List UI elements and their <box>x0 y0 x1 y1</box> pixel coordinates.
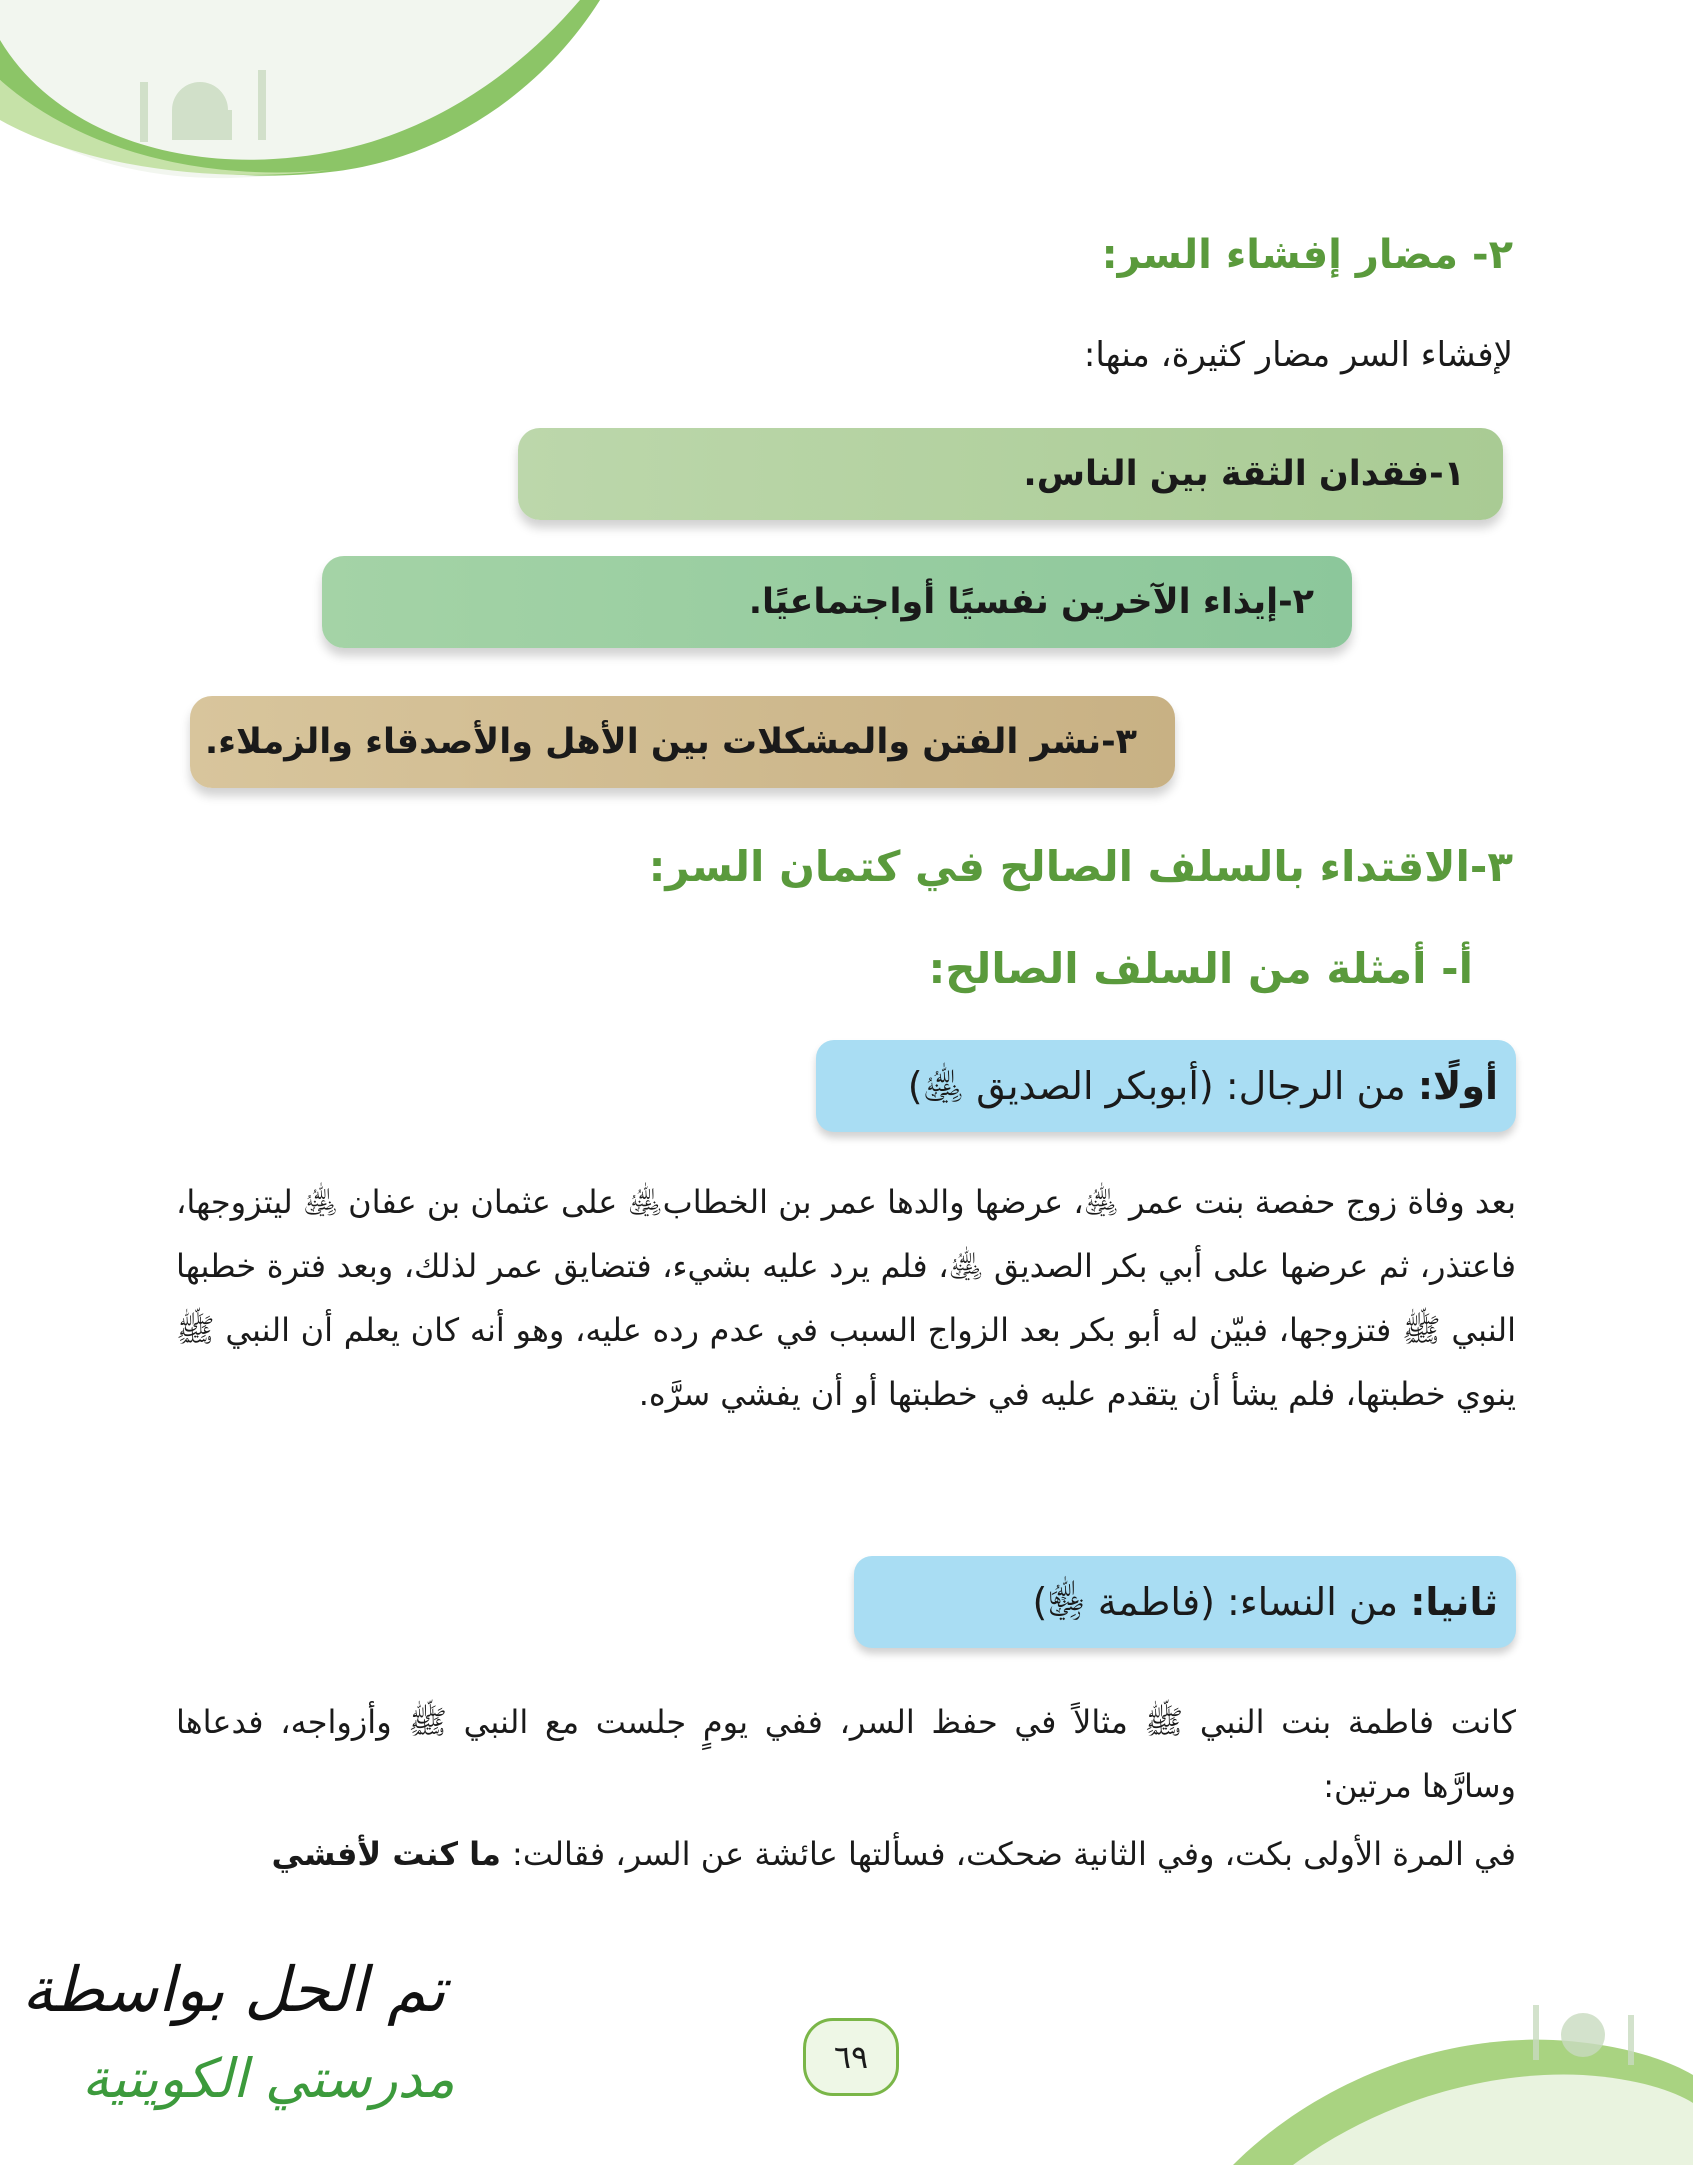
section-3-subheading: أ- أمثلة من السلف الصالح: <box>928 944 1473 993</box>
harm-item-3: ٣-نشر الفتن والمشكلات بين الأهل والأصدقاء والزملاء. <box>190 696 1175 788</box>
solution-signature <box>22 1945 522 2145</box>
top-decoration <box>0 0 600 190</box>
page-number: ٦٩ <box>803 2018 899 2096</box>
men-label: أولًا: <box>1417 1064 1498 1108</box>
men-title: من الرجال: (أبوبكر الصديق ﵁) <box>907 1064 1418 1108</box>
section-2-heading: ٢- مضار إفشاء السر: <box>1101 232 1513 278</box>
men-example-heading <box>816 1040 1516 1132</box>
women-example-heading <box>854 1556 1516 1648</box>
men-story-paragraph: بعد وفاة زوج حفصة بنت عمر ﵁، عرضها والدها عمر بن الخطاب﵁ على عثمان بن عفان ﵁ ليتزوجها، فاعتذر، ثم عرضها على أبي بكر الصديق ﵁، فلم يرد عليه بشيء، فتضايق عمر لذلك، وبعد فترة خطبها النبي ﷺ فتزوجها، فبيّن له أبو بكر بعد الزواج السبب في عدم رده عليه، وهو أنه كان يعلم أن النبي ﷺ ينوي خطبتها، فلم يشأ أن يتقدم عليه في خطبتها أو أن يفشي سرَّه. <box>176 1183 1516 1413</box>
section-2-intro: لإفشاء السر مضار كثيرة، منها: <box>1083 335 1513 375</box>
signature-line-1: تم الحل بواسطة <box>22 1953 446 2026</box>
section-3-heading: ٣-الاقتداء بالسلف الصالح في كتمان السر: <box>648 842 1513 891</box>
bottom-decoration <box>1233 1995 1693 2165</box>
harm-item-2: ٢-إيذاء الآخرين نفسيًا أواجتماعيًا. <box>322 556 1352 648</box>
signature-line-2: مدرستي الكويتية <box>82 2047 455 2110</box>
women-title: من النساء: (فاطمة ﵂) <box>1032 1580 1411 1624</box>
women-story-quote: ما كنت لأفشي <box>271 1835 513 1873</box>
harm-item-1: ١-فقدان الثقة بين الناس. <box>518 428 1503 520</box>
women-story-text: في المرة الأولى بكت، وفي الثانية ضحكت، فسألتها عائشة عن السر، فقالت: <box>512 1835 1516 1873</box>
women-story-paragraph: كانت فاطمة بنت النبي ﷺ مثالاً في حفظ السر، ففي يومٍ جلست مع النبي ﷺ وأزواجه، فدعاها وسارَّها مرتين: <box>176 1703 1516 1805</box>
women-story-continuation <box>176 1822 1516 1886</box>
women-label: ثانيا: <box>1410 1580 1498 1624</box>
